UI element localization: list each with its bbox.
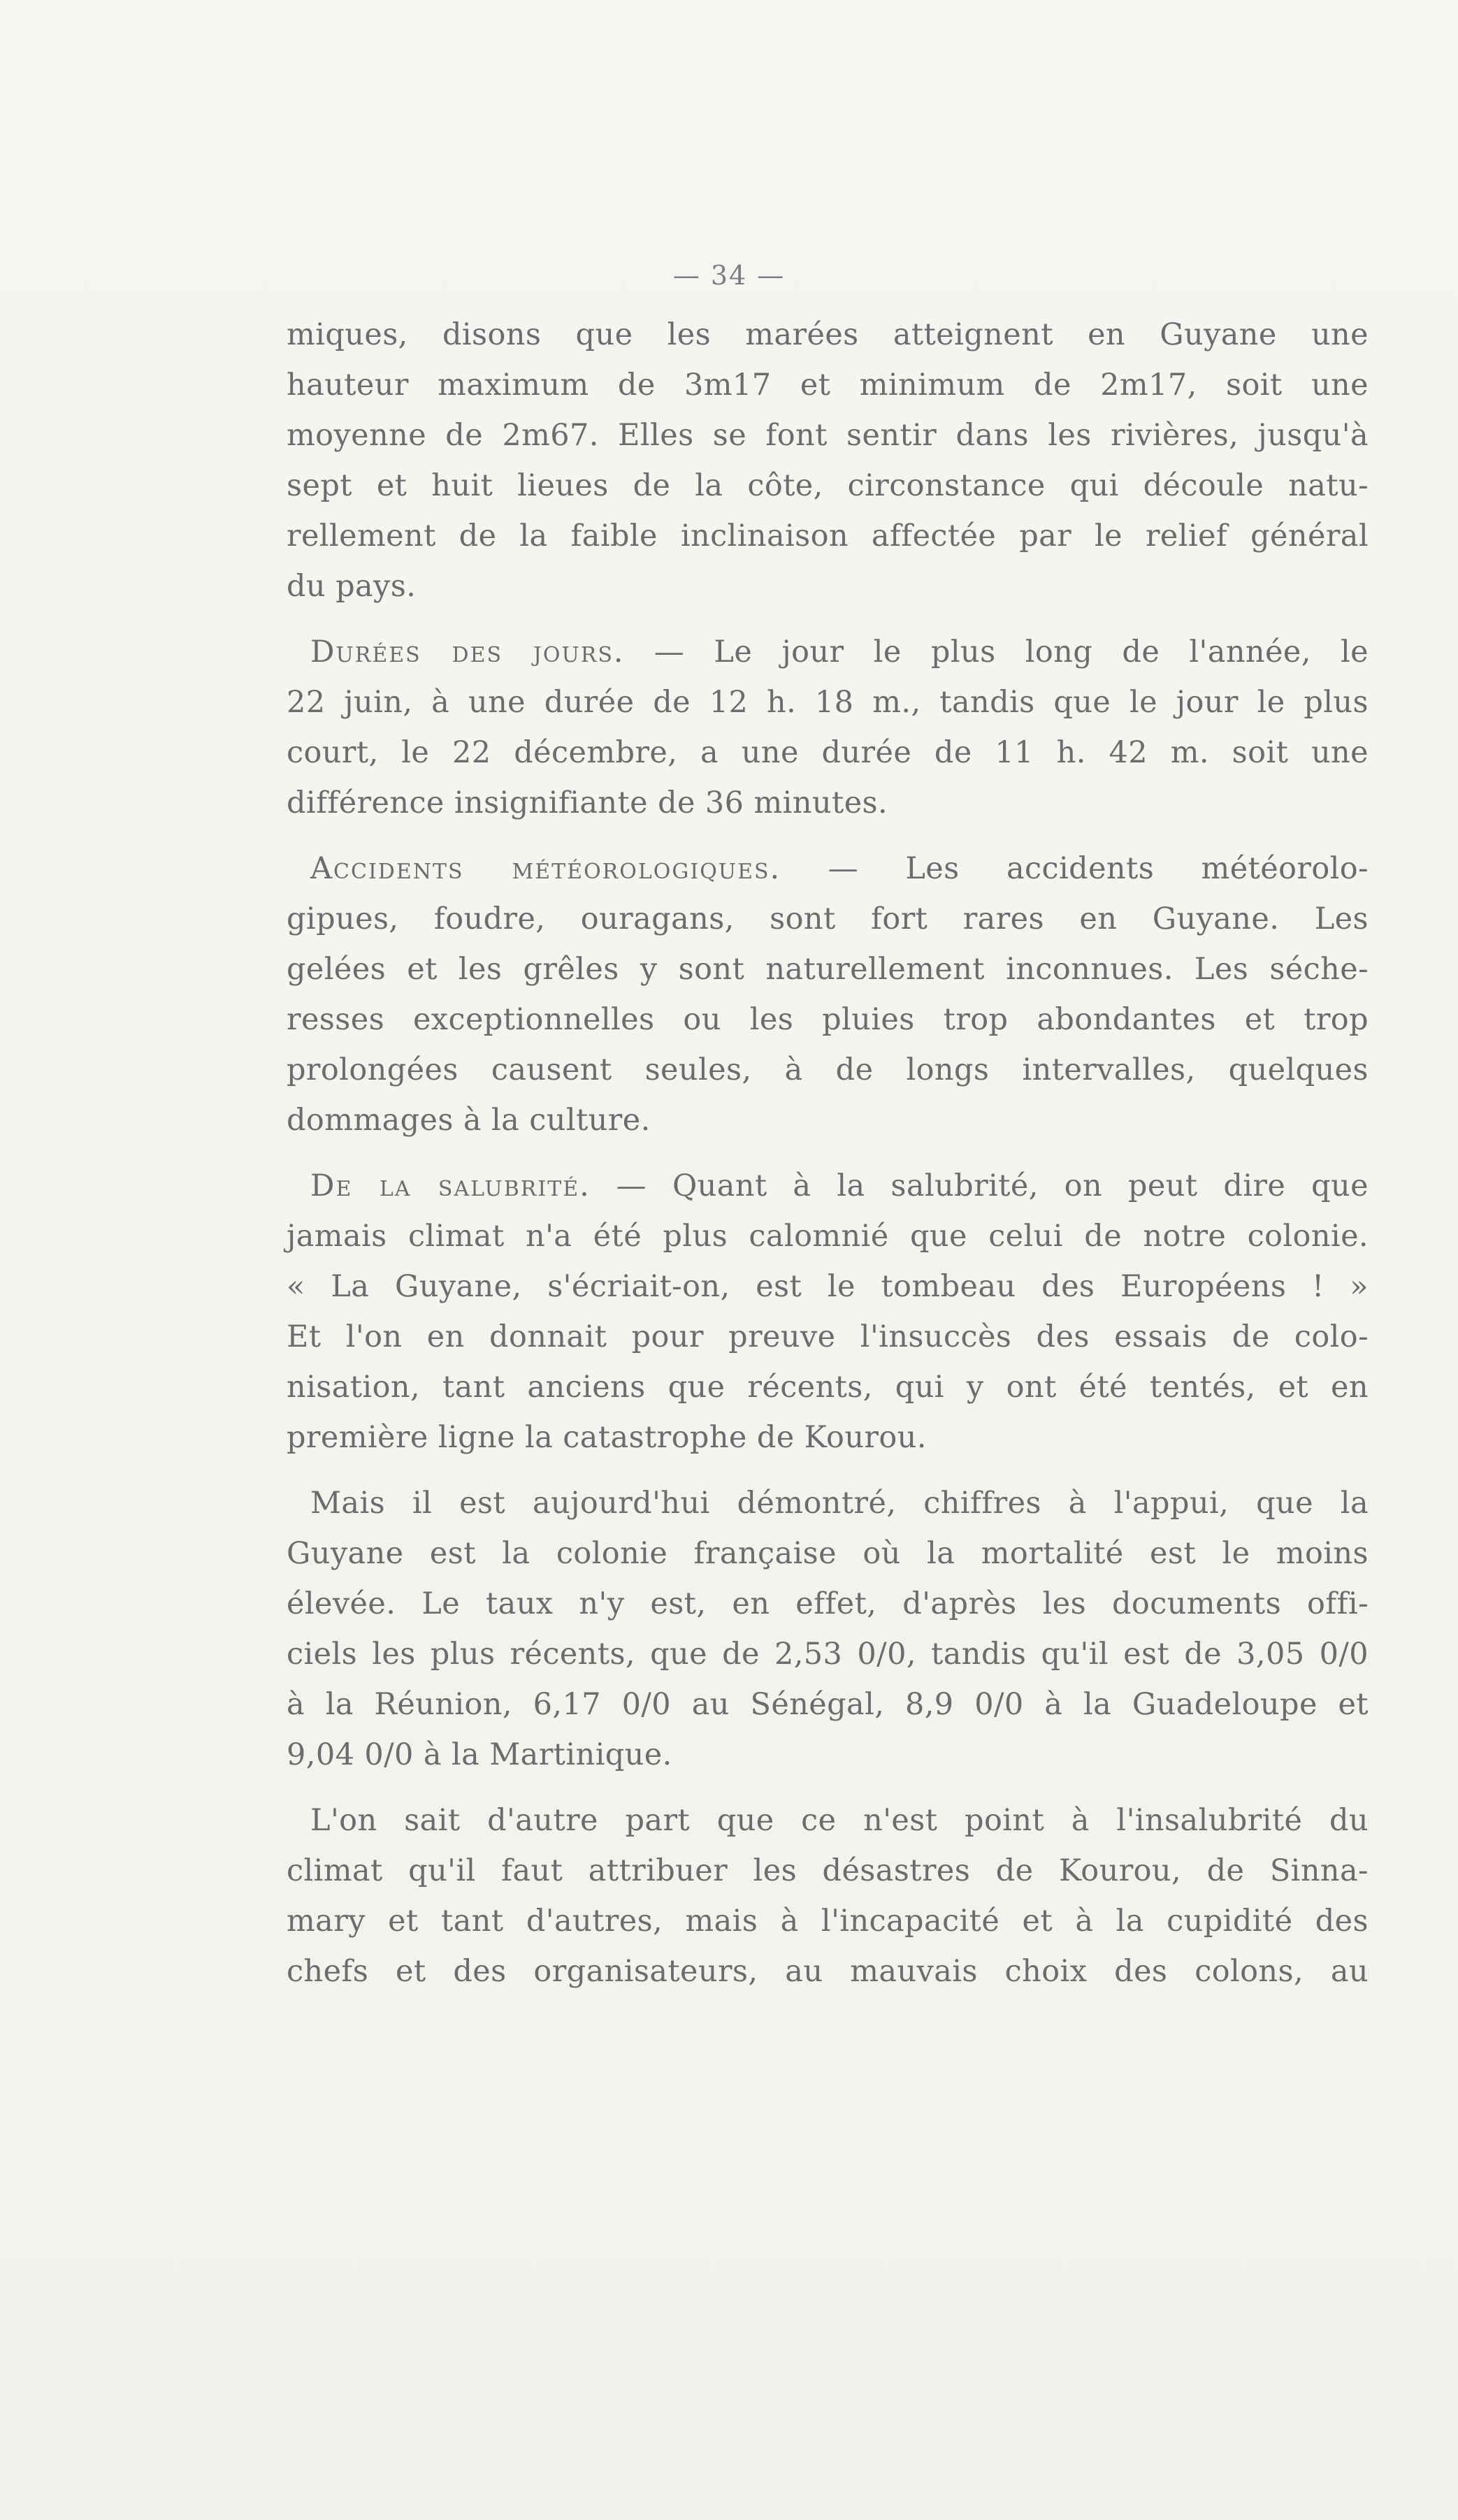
text-line: du pays.: [287, 569, 417, 604]
text-line: nisation, tant anciens que récents, qui y ont été tentés, et en: [287, 1370, 1369, 1405]
section-text: — Quant à la salubrité, on peut dire que: [590, 1168, 1369, 1203]
text-line: ciels les plus récents, que de 2,53 0/0, tandis qu'il est de 3,05 0/0: [287, 1637, 1369, 1672]
text-line: première ligne la catastrophe de Kourou.: [287, 1420, 927, 1455]
text-line: 9,04 0/0 à la Martinique.: [287, 1737, 672, 1772]
text-line: 22 juin, à une durée de 12 h. 18 m., tandis que le jour le plus: [287, 685, 1369, 720]
text-line: Et l'on en donnait pour preuve l'insuccès des essais de colo-: [287, 1319, 1369, 1354]
section-text: — Les accidents météorolo-: [781, 851, 1369, 886]
text-line: élevée. Le taux n'y est, en effet, d'après les documents offi-: [287, 1586, 1369, 1621]
text-line: resses exceptionnelles ou les pluies trop abondantes et trop: [287, 1002, 1369, 1037]
text-line: climat qu'il faut attribuer les désastres de Kourou, de Sinna-: [287, 1853, 1369, 1888]
text-line: « La Guyane, s'écriait-on, est le tombeau des Européens ! »: [287, 1269, 1369, 1304]
text-line: chefs et des organisateurs, au mauvais choix des colons, au: [287, 1954, 1369, 1989]
text-line: dommages à la culture.: [287, 1103, 651, 1138]
text-line: différence insignifiante de 36 minutes.: [287, 785, 888, 820]
text-line: moyenne de 2m67. Elles se font sentir dans les rivières, jusqu'à: [287, 418, 1369, 453]
text-line: sept et huit lieues de la côte, circonstance qui découle natu-: [287, 468, 1369, 503]
section-line: [310, 1164, 1369, 1208]
text-line: gipues, foudre, ouragans, sont fort rares en Guyane. Les: [287, 901, 1369, 936]
text-line: L'on sait d'autre part que ce n'est point à l'insalubrité du: [310, 1803, 1369, 1838]
text-line: rellement de la faible inclinaison affectée par le relief général: [287, 519, 1369, 553]
section-heading: Durées des jours.: [310, 635, 625, 669]
text-line: prolongées causent seules, à de longs intervalles, quelques: [287, 1052, 1369, 1087]
text-line: Guyane est la colonie française où la mortalité est le moins: [287, 1536, 1369, 1571]
section-text: — Le jour le plus long de l'année, le: [624, 635, 1369, 669]
page-number: — 34 —: [672, 260, 786, 291]
section-heading: Accidents météorologiques.: [310, 851, 781, 886]
text-line: court, le 22 décembre, a une durée de 11 h. 42 m. soit une: [287, 735, 1369, 770]
section-line: [310, 630, 1369, 674]
text-line: mary et tant d'autres, mais à l'incapacité et à la cupidité des: [287, 1904, 1369, 1939]
text-line: jamais climat n'a été plus calomnié que celui de notre colonie.: [287, 1219, 1369, 1254]
section-line: [310, 846, 1369, 891]
text-line: Mais il est aujourd'hui démontré, chiffres à l'appui, que la: [310, 1486, 1369, 1521]
text-line: hauteur maximum de 3m17 et minimum de 2m17, soit une: [287, 368, 1369, 403]
text-line: miques, disons que les marées atteignent en Guyane une: [287, 317, 1369, 352]
text-line: à la Réunion, 6,17 0/0 au Sénégal, 8,9 0/0 à la Guadeloupe et: [287, 1687, 1369, 1722]
text-line: gelées et les grêles y sont naturellement inconnues. Les séche-: [287, 952, 1369, 987]
section-heading: De la salubrité.: [310, 1168, 591, 1203]
